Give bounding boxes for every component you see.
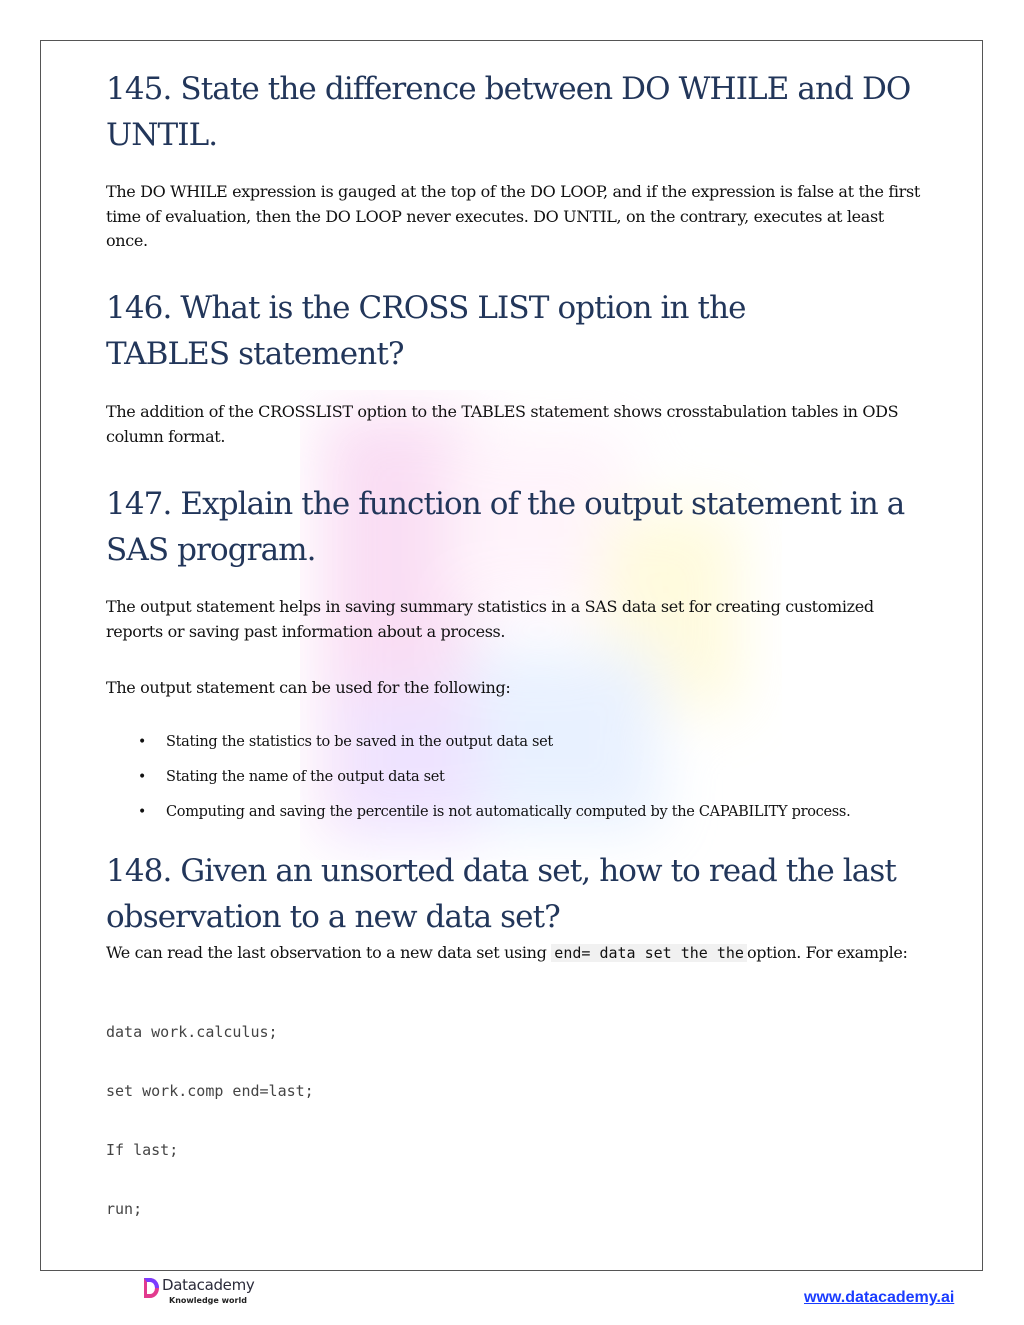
question-147-answer: The output statement helps in saving summary statistics in a SAS data set for creating customized reports or saving past information about a process. [106, 597, 874, 641]
inline-code: end= data set the the [551, 944, 747, 962]
question-147-answer-intro: The output statement can be used for the following: [106, 678, 511, 697]
question-146-heading: 146. What is the CROSS LIST option in the TABLES statement? [106, 290, 746, 372]
datacademy-logo [142, 1276, 262, 1308]
question-145-answer: The DO WHILE expression is gauged at the top of the DO LOOP, and if the expression is false at the first time of evaluation, then the DO LOOP never executes. DO UNTIL, on the contrary, executes at least once. [106, 182, 920, 250]
list-item: • Stating the statistics to be saved in the output data set [106, 731, 921, 754]
question-146-answer: The addition of the CROSSLIST option to the TABLES statement shows crosstabulation tables in ODS column format. [106, 402, 899, 446]
question-148-heading: 148. Given an unsorted data set, how to read the last observation to a new data set? [106, 853, 896, 935]
answer-text-before: We can read the last observation to a new data set using [106, 943, 547, 962]
question-147-heading: 147. Explain the function of the output statement in a SAS program. [106, 486, 905, 568]
code-line: If last; [106, 1141, 179, 1159]
answer-text-after: option. For example: [746, 943, 908, 962]
logo-wordmark: Datacademy [162, 1276, 255, 1294]
question-148-answer [106, 941, 921, 966]
code-line: run; [106, 1200, 143, 1218]
output-uses-list [106, 731, 921, 824]
website-link[interactable]: www.datacademy.ai [804, 1289, 955, 1306]
list-item: • Stating the name of the output data set [106, 766, 921, 789]
list-item: • Computing and saving the percentile is not automatically computed by the CAPABILITY process. [106, 801, 921, 824]
question-145-heading: 145. State the difference between DO WHILE and DO UNTIL. [106, 71, 911, 153]
logo-mark-icon [142, 1276, 160, 1300]
logo-tagline: Knowledge world [169, 1296, 247, 1305]
code-line: data work.calculus; [106, 1023, 278, 1041]
code-line: set work.comp end=last; [106, 1082, 314, 1100]
